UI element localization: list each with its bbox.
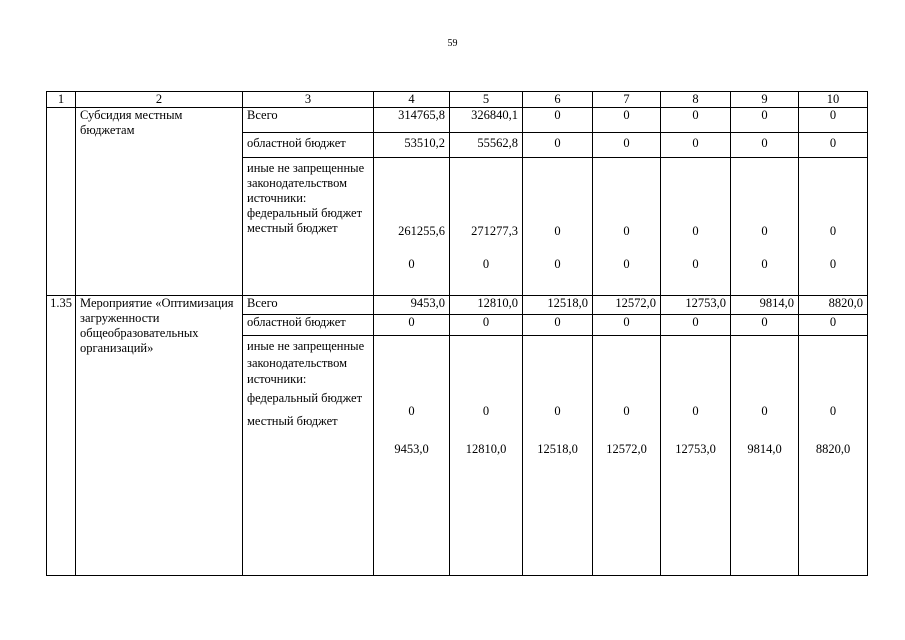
- value-cell: 0: [761, 257, 768, 271]
- value-cell: 0: [829, 224, 837, 238]
- source-breakdown: [243, 158, 374, 296]
- header-cell: 5: [450, 92, 523, 108]
- value-cell: 314765,8: [374, 108, 450, 133]
- header-cell: 10: [799, 92, 868, 108]
- source-label: Всего: [243, 296, 374, 315]
- value-cell: 0: [731, 133, 799, 158]
- value-stack: [731, 158, 799, 296]
- value-cell: 0: [374, 315, 450, 336]
- value-cell: 0: [731, 108, 799, 133]
- table-row: [47, 296, 868, 315]
- header-cell: 8: [661, 92, 731, 108]
- value-cell: 9814,0: [731, 296, 799, 315]
- value-cell: 271277,3: [471, 224, 518, 238]
- value-stack: [593, 336, 661, 576]
- value-stack: [799, 336, 868, 576]
- other-sources-label: иные не запрещенные законодательством источники:: [247, 161, 365, 205]
- value-cell: 9453,0: [374, 296, 450, 315]
- value-cell: 0: [482, 404, 490, 418]
- value-cell: 0: [661, 108, 731, 133]
- value-cell: 261255,6: [398, 224, 445, 238]
- value-cell: 0: [450, 315, 523, 336]
- header-cell: 4: [374, 92, 450, 108]
- value-cell: 9814,0: [747, 442, 782, 456]
- item-number: [47, 108, 76, 296]
- value-cell: 0: [408, 404, 415, 418]
- value-stack: [523, 158, 593, 296]
- value-cell: 9453,0: [394, 442, 429, 456]
- value-cell: 0: [761, 224, 768, 238]
- header-cell: 1: [47, 92, 76, 108]
- value-cell: 0: [829, 404, 837, 418]
- value-cell: 53510,2: [374, 133, 450, 158]
- header-cell: 9: [731, 92, 799, 108]
- value-cell: 0: [731, 315, 799, 336]
- value-cell: 0: [799, 315, 868, 336]
- value-cell: 12753,0: [675, 442, 716, 456]
- value-cell: 12572,0: [606, 442, 647, 456]
- value-stack: [593, 158, 661, 296]
- value-cell: 0: [482, 257, 490, 271]
- value-cell: 0: [623, 404, 630, 418]
- value-stack: [799, 158, 868, 296]
- value-cell: 12572,0: [593, 296, 661, 315]
- value-cell: 55562,8: [450, 133, 523, 158]
- value-stack: [661, 158, 731, 296]
- header-cell: 7: [593, 92, 661, 108]
- value-cell: 0: [692, 257, 699, 271]
- value-cell: 8820,0: [815, 442, 851, 456]
- value-stack: [661, 336, 731, 576]
- value-cell: 8820,0: [799, 296, 868, 315]
- table-row: [47, 108, 868, 133]
- value-cell: 0: [829, 257, 837, 271]
- value-cell: 0: [554, 257, 561, 271]
- value-cell: 0: [799, 133, 868, 158]
- federal-label: федеральный бюджет: [247, 390, 363, 405]
- value-cell: 0: [799, 108, 868, 133]
- value-stack: [450, 336, 523, 576]
- value-cell: 12518,0: [523, 296, 593, 315]
- federal-label: федеральный бюджет: [247, 206, 363, 220]
- value-cell: 12518,0: [537, 442, 578, 456]
- value-cell: 0: [593, 108, 661, 133]
- value-cell: 12810,0: [465, 442, 507, 456]
- item-name: Субсидия местным бюджетам: [76, 108, 243, 296]
- value-cell: 0: [593, 315, 661, 336]
- source-breakdown: [243, 336, 374, 576]
- item-number: 1.35: [47, 296, 76, 576]
- value-cell: 0: [554, 404, 561, 418]
- budget-table: [46, 91, 868, 576]
- value-stack: [374, 336, 450, 576]
- value-cell: 326840,1: [450, 108, 523, 133]
- value-cell: 0: [692, 224, 699, 238]
- value-stack: [731, 336, 799, 576]
- value-cell: 0: [523, 108, 593, 133]
- value-cell: 0: [523, 133, 593, 158]
- value-cell: 0: [761, 404, 768, 418]
- local-label: местный бюджет: [247, 221, 338, 235]
- value-stack: [523, 336, 593, 576]
- value-cell: 0: [692, 404, 699, 418]
- header-cell: 2: [76, 92, 243, 108]
- header-row: [47, 92, 868, 108]
- value-cell: 0: [523, 315, 593, 336]
- item-name: Мероприятие «Оптимизация загруженности общеобразовательных организаций»: [76, 296, 243, 576]
- value-cell: 0: [593, 133, 661, 158]
- value-stack: [374, 158, 450, 296]
- value-cell: 0: [661, 133, 731, 158]
- value-cell: 0: [408, 257, 415, 271]
- source-label: областной бюджет: [243, 133, 374, 158]
- value-cell: 12810,0: [450, 296, 523, 315]
- source-label: областной бюджет: [243, 315, 374, 336]
- local-label: местный бюджет: [247, 413, 338, 428]
- value-stack: [450, 158, 523, 296]
- source-label: Всего: [243, 108, 374, 133]
- page-number: 59: [447, 38, 458, 49]
- value-cell: 0: [623, 257, 630, 271]
- value-cell: 0: [554, 224, 561, 238]
- other-sources-label: иные не запрещенные законодательством источники:: [247, 339, 365, 386]
- header-cell: 3: [243, 92, 374, 108]
- value-cell: 0: [661, 315, 731, 336]
- header-cell: 6: [523, 92, 593, 108]
- value-cell: 12753,0: [661, 296, 731, 315]
- value-cell: 0: [623, 224, 630, 238]
